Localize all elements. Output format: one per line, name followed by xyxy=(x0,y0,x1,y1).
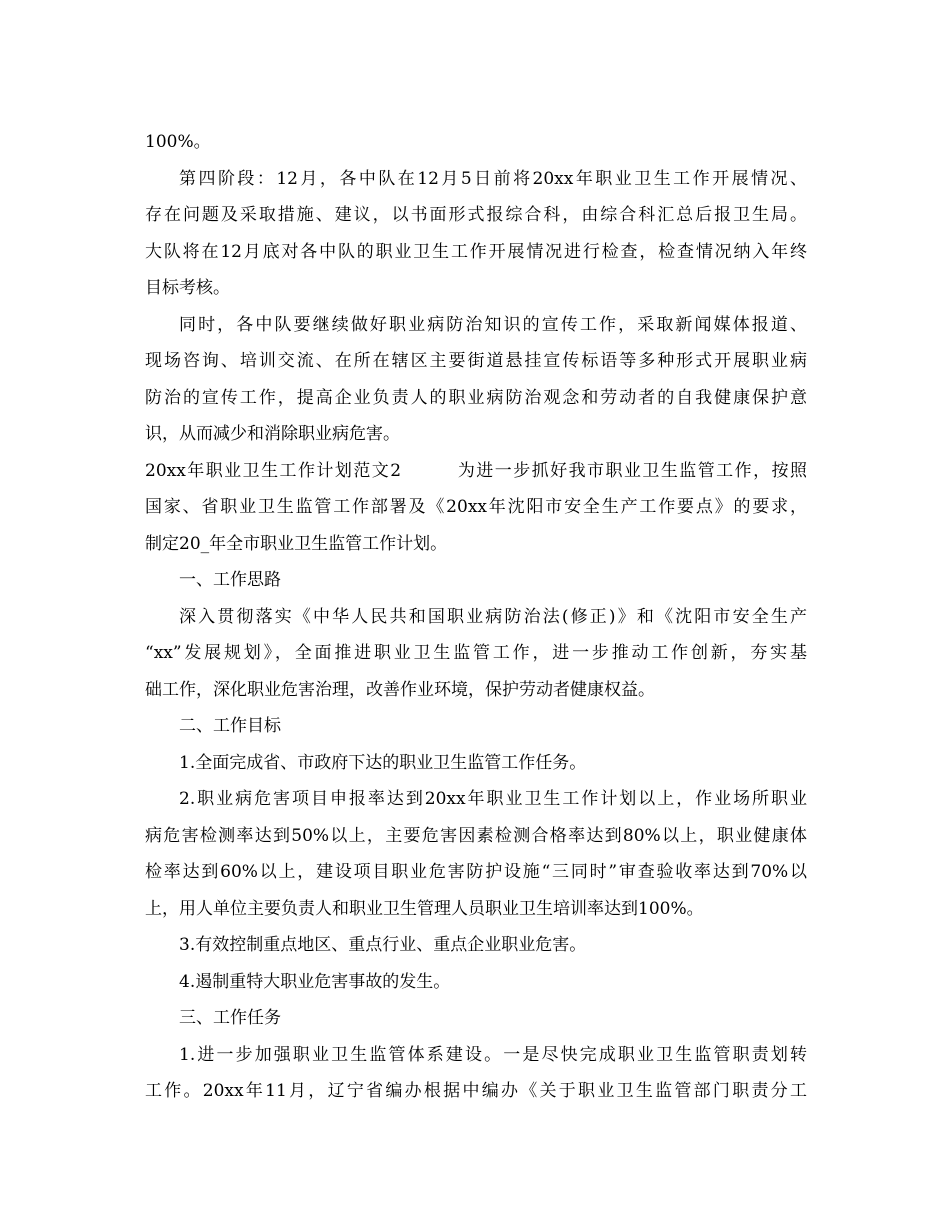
text-line: 同时，各中队要继续做好职业病防治知识的宣传工作，采取新闻媒体报道、 xyxy=(179,314,807,335)
text-line: 1.进一步加强职业卫生监管体系建设。一是尽快完成职业卫生监管职责划转 xyxy=(179,1044,807,1065)
text-line: 防治的宣传工作，提高企业负责人的职业病防治观念和劳动者的自我健康保护意 xyxy=(145,387,807,408)
document-body xyxy=(145,124,807,1110)
text-line: 病危害检测率达到50%以上，主要危害因素检测合格率达到80%以上，职业健康体 xyxy=(145,825,807,846)
text-line: 第四阶段：12月，各中队在12月5日前将20xx年职业卫生工作开展情况、 xyxy=(179,168,807,189)
text-line: 4.遏制重特大职业危害事故的发生。 xyxy=(179,971,451,992)
section-heading: 一、工作思路 xyxy=(179,570,281,590)
text-line: 深入贯彻落实《中华人民共和国职业病防治法(修正)》和《沈阳市安全生产 xyxy=(179,606,807,627)
text-line: 础工作，深化职业危害治理，改善作业环境，保护劳动者健康权益。 xyxy=(145,679,655,700)
text-line: 国家、省职业卫生监管工作部署及《20xx年沈阳市安全生产工作要点》的要求， xyxy=(145,497,807,517)
text-line: “xx”发展规划》，全面推进职业卫生监管工作，进一步推动工作创新，夯实基 xyxy=(145,643,807,663)
text-line: 制定20_年全市职业卫生监管工作计划。 xyxy=(145,533,448,554)
text-line: 大队将在12月底对各中队的职业卫生工作开展情况进行检查，检查情况纳入年终 xyxy=(145,241,807,262)
text-line: 1.全面完成省、市政府下达的职业卫生监管工作任务。 xyxy=(179,752,587,773)
text-line: 现场咨询、培训交流、在所在辖区主要街道悬挂宣传标语等多种形式开展职业病 xyxy=(145,351,807,371)
text-line: 2.职业病危害项目申报率达到20xx年职业卫生工作计划以上，作业场所职业 xyxy=(179,789,807,809)
text-line: 20xx年职业卫生工作计划范文2 为进一步抓好我市职业卫生监管工作，按照 xyxy=(145,460,807,481)
text-line: 3.有效控制重点地区、重点行业、重点企业职业危害。 xyxy=(179,935,587,955)
text-line: 工作。20xx年11月，辽宁省编办根据中编办《关于职业卫生监管部门职责分工 xyxy=(145,1081,807,1101)
text-line: 存在问题及采取措施、建议，以书面形式报综合科，由综合科汇总后报卫生局。 xyxy=(145,205,807,225)
text-line: 识，从而减少和消除职业病危害。 xyxy=(145,424,400,444)
section-heading: 三、工作任务 xyxy=(179,1008,281,1028)
text-line: 上，用人单位主要负责人和职业卫生管理人员职业卫生培训率达到100%。 xyxy=(145,898,704,919)
section-heading: 二、工作目标 xyxy=(179,716,281,736)
text-line: 目标考核。 xyxy=(145,278,230,298)
text-line: 100%。 xyxy=(145,132,211,152)
text-line: 检率达到60%以上，建设项目职业危害防护设施“三同时”审查验收率达到70%以 xyxy=(145,862,807,882)
